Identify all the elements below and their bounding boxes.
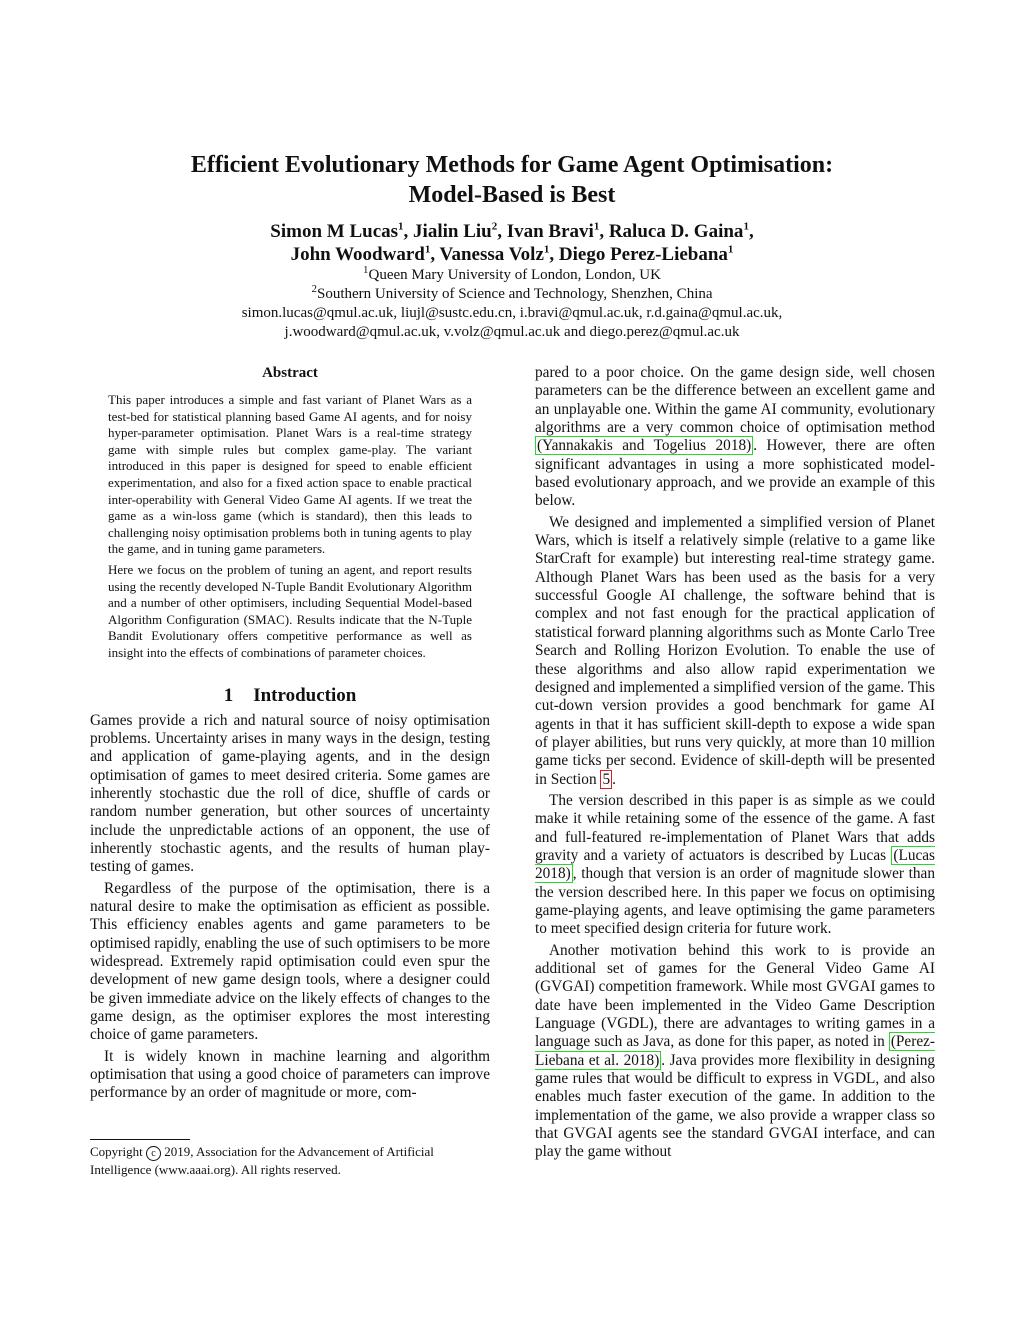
intro-paragraph-3: It is widely known in machine learning and algorithm optimisation that using a good choice of parameters can improve performance by an order of magnitude or more, com- [90, 1047, 490, 1102]
email-line-1: simon.lucas@qmul.ac.uk, liujl@sustc.edu.cn, i.bravi@qmul.ac.uk, r.d.gaina@qmul.ac.uk, [241, 305, 783, 321]
section-heading-introduction [90, 684, 490, 708]
intro-paragraph-2: Regardless of the purpose of the optimisation, there is a natural desire to make the optimisation as efficient as possible. This efficiency enables agents and game parameters to be optimised rapidly, enabling the use of such optimisers to be more widespread. Extremely rapid optimisation could even spur the development of new game design tools, where a designer could be given immediate advice on the likely effects of changes to the game design, as the optimiser explores the most interesting choice of game parameters. [90, 879, 490, 1044]
intro-paragraph-1: Games provide a rich and natural source of noisy optimisation problems. Uncertainty arises in many ways in the design, testing and application of game-playing agents, and in the design optimisation of games to meet desired criteria. Some games are inherently stochastic due the roll of dice, shuffle of cards or random number generation, but other sources of uncertainty include the unpredictable actions of an opponent, the use of inherently stochastic agents, and the results of human play-testing of games. [90, 711, 490, 876]
abstract [108, 364, 472, 662]
text-run: . Java provides more flexibility in designing game rules that would be difficult to express in VGDL, and also enables much faster execution of the game. In addition to the implementation of the game, we also provide a wrapper class so that GVGAI agents see the standard GVGAI interface, and can play the game without [535, 1051, 935, 1161]
author-list [60, 220, 964, 266]
section-number: 1 [223, 684, 234, 706]
text-run: pared to a poor choice. On the game design side, well chosen parameters can be the difference between an excellent game and an unplayable one. Within the game AI community, evolutionary algorithms are a very common choice of optimisation method [535, 364, 935, 437]
copyright-footnote [90, 1143, 490, 1178]
abstract-paragraph-1: This paper introduces a simple and fast variant of Planet Wars as a test-bed for statistical planning based Game AI agents, and for noisy hyper-parameter optimisation. Planet Wars is a real-time strategy game with simple rules but complex game-play. The variant introduced in this paper is designed for speed to enable efficient experimentation, and also for a fixed action space to enable practical inter-operability with General Video Game AI agents. If we treat the game as a win-loss game (which is standard), then this leads to challenging noisy optimisation problems both in tuning agents to play the game, and in tuning game parameters. [108, 392, 472, 557]
author-affil-mark: 1 [727, 243, 734, 256]
left-column [90, 364, 490, 1103]
abstract-paragraph-2: Here we focus on the problem of tuning an agent, and report results using the recently developed N-Tuple Bandit Evolutionary Algorithm and a number of other optimisers, including Sequential Model-based Algorithm Configuration (SMAC). Results indicate that the N-Tuple Bandit Evolutionary offers competitive performance as well as insight into the effects of combinations of parameter choices. [108, 561, 472, 660]
author-name: Jialin Liu [413, 221, 492, 242]
abstract-heading: Abstract [262, 365, 318, 381]
author-name: Vanessa Volz [439, 244, 544, 265]
paper-title [60, 150, 964, 210]
copyright-symbol-icon: c [146, 1146, 161, 1161]
section-title: Introduction [253, 684, 357, 706]
text-run: . [612, 770, 616, 788]
author-affil-mark: 1 [398, 220, 404, 233]
title-line-2: Model-Based is Best [408, 182, 616, 208]
citation-link[interactable]: (Perez-Liebana et al. 2018) [535, 1033, 935, 1069]
affiliation-2 [60, 285, 964, 304]
author-affil-mark: 2 [491, 220, 498, 233]
title-block [60, 150, 964, 342]
text-run: . However, there are often significant advantages in using a more sophisticated model-based evolutionary approach, and we provide an example of this below. [535, 437, 935, 510]
footnote-copyright-word: Copyright [90, 1144, 143, 1159]
affiliation-1 [60, 266, 964, 285]
footnote-rule [90, 1139, 190, 1140]
affil-text: Southern University of Science and Technology, Shenzhen, China [316, 286, 713, 302]
right-paragraph-4 [535, 942, 935, 1162]
right-column [535, 364, 935, 1162]
text-run: We designed and implemented a simplified version of Planet Wars, which is itself a relatively simple (relative to a game like StarCraft for example) but interesting real-time strategy game. Although Planet Wars has been used as the basis for a very successful Google AI challenge, the software behind that is complex and not fast enough for the practical application of statistical forward planning algorithms such as Monte Carlo Tree Search and Rolling Horizon Evolution. To enable the use of these algorithms and also allow rapid experimentation we designed and implemented a simplified version of the game. This cut-down version provides a good benchmark for game AI agents in that it has sufficient skill-depth to expose a wide span of player abilities, but runs very quickly, at more than 10 million game ticks per second. Evidence of skill-depth will be presented in Section [535, 513, 935, 788]
right-paragraph-3 [535, 792, 935, 939]
right-paragraph-2 [535, 514, 935, 789]
author-name: Raluca D. Gaina [608, 221, 744, 242]
email-list [60, 304, 964, 342]
author-name: Simon M Lucas [270, 221, 399, 242]
citation-link[interactable]: (Lucas 2018) [535, 846, 935, 883]
email-line-2: j.woodward@qmul.ac.uk, v.volz@qmul.ac.uk and diego.perez@qmul.ac.uk [284, 324, 740, 340]
affil-text: Queen Mary University of London, London, UK [368, 267, 661, 283]
author-line-1: Simon M Lucas$^1$, Jialin Liu$^2$, Ivan Bravi$^1$, Raluca D. Gaina$^1$, [270, 220, 754, 242]
author-affil-mark: 1 [743, 220, 749, 233]
author-affil-mark: 1 [543, 243, 550, 256]
author-name: Ivan Bravi [506, 221, 594, 242]
text-run: Another motivation behind this work to is provide an additional set of games for the General Video Game AI (GVGAI) competition framework. While most GVGAI games to date have been implemented in the Video Game Description Language (VGDL), there are advantages to writing games in a language such as Java, as done for this paper, as noted in [535, 941, 935, 1051]
author-name: Diego Perez-Liebana [558, 244, 728, 265]
right-paragraph-1 [535, 364, 935, 511]
affil-mark: 2 [311, 283, 317, 295]
text-run: The version described in this paper is as simple as we could make it while retaining some of the essence of the game. A fast and full-featured re-implementation of Planet Wars that adds gravity and a variety of actuators is described by Lucas [535, 791, 935, 864]
author-line-2: John Woodward$^1$, Vanessa Volz$^1$, Diego Perez-Liebana$^1$ [290, 243, 734, 265]
title-line-1: Efficient Evolutionary Methods for Game Agent Optimisation: [190, 152, 834, 178]
section-reference-link[interactable]: 5 [602, 770, 611, 788]
text-run: , though that version is an order of magnitude slower than the version described here. In this paper we focus on optimising game-playing agents, and leave optimising the game parameters to meet specified design criteria for future work. [535, 865, 935, 938]
footnote-text: 2019, Association for the Advancement of Artificial Intelligence (www.aaai.org). All rights reserved. [90, 1144, 434, 1177]
affil-mark: 1 [363, 264, 369, 276]
author-affil-mark: 1 [593, 220, 600, 233]
author-name: John Woodward [290, 244, 425, 265]
author-affil-mark: 1 [424, 243, 431, 256]
citation-link[interactable]: (Yannakakis and Togelius 2018) [537, 437, 752, 455]
